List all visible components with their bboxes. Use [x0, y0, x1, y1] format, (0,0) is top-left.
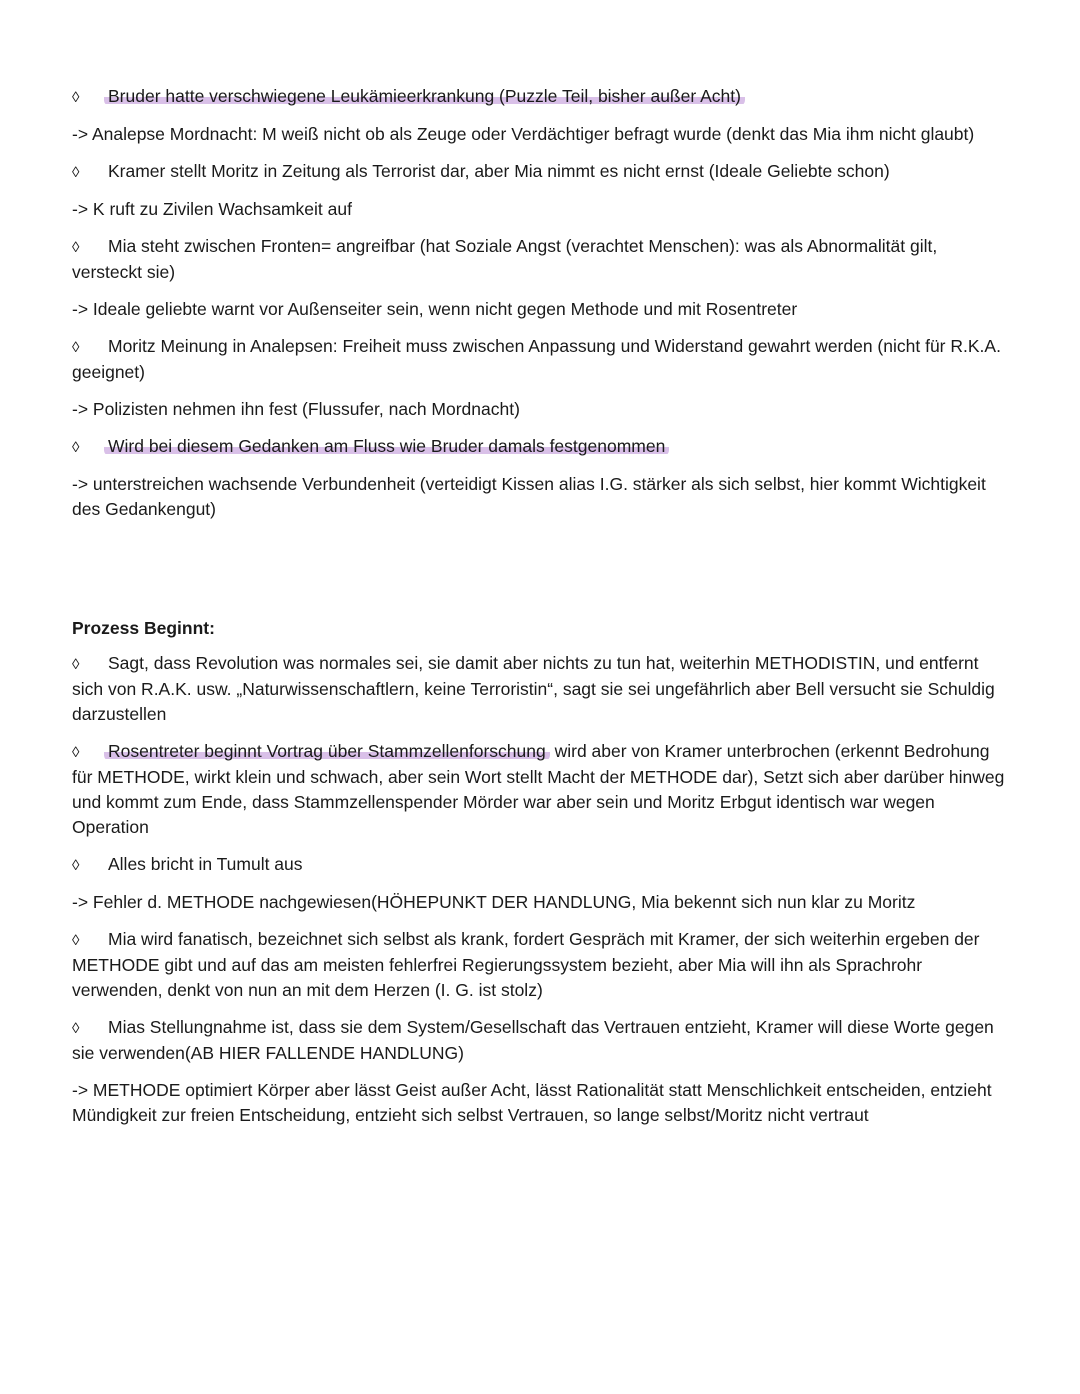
diamond-bullet-icon: ◊ [72, 164, 80, 181]
arrow-note-text: -> unterstreichen wachsende Verbundenheit (verteidigt Kissen alias I.G. stärker als sich selbst, hier kommt Wichtigkeit des Gedankengut) [72, 474, 986, 519]
arrow-note-line [72, 397, 1012, 422]
bullet-note-line [72, 739, 1012, 840]
diamond-bullet-icon: ◊ [72, 1020, 80, 1037]
bullet-note-line [72, 159, 1012, 185]
arrow-note-line [72, 472, 1012, 522]
diamond-bullet-icon: ◊ [72, 239, 80, 256]
bullet-note-line [72, 1015, 1012, 1066]
diamond-bullet-icon: ◊ [72, 932, 80, 949]
arrow-note-text: -> METHODE optimiert Körper aber lässt Geist außer Acht, lässt Rationalität statt Menschlichkeit entscheiden, entzieht Mündigkeit zur freien Entscheidung, entzieht sich selbst Vertrauen, so lange selbst/Moritz nicht vertraut [72, 1080, 992, 1125]
arrow-note-line [72, 297, 1012, 322]
highlighted-text: Rosentreter beginnt Vortrag über Stammzellenforschung [104, 741, 550, 761]
notes-section-1 [72, 84, 1012, 522]
bullet-text: Moritz Meinung in Analepsen: Freiheit muss zwischen Anpassung und Widerstand gewahrt werden (nicht für R.K.A. geeignet) [72, 336, 1001, 382]
bullet-text: Alles bricht in Tumult aus [108, 854, 303, 874]
arrow-note-text: -> Fehler d. METHODE nachgewiesen(HÖHEPUNKT DER HANDLUNG, Mia bekennt sich nun klar zu Moritz [72, 892, 916, 912]
arrow-note-text: -> Ideale geliebte warnt vor Außenseiter sein, wenn nicht gegen Methode und mit Rosentreter [72, 299, 798, 319]
arrow-note-line [72, 197, 1012, 222]
arrow-note-line [72, 1078, 1012, 1128]
bullet-note-line [72, 852, 1012, 878]
arrow-note-line [72, 890, 1012, 915]
arrow-note-text: -> K ruft zu Zivilen Wachsamkeit auf [72, 199, 352, 219]
bullet-text: Kramer stellt Moritz in Zeitung als Terrorist dar, aber Mia nimmt es nicht ernst (Ideale Geliebte schon) [108, 161, 890, 181]
diamond-bullet-icon: ◊ [72, 89, 80, 106]
arrow-note-line [72, 122, 1012, 147]
bullet-note-line [72, 927, 1012, 1003]
diamond-bullet-icon: ◊ [72, 339, 80, 356]
diamond-bullet-icon: ◊ [72, 656, 80, 673]
arrow-note-text: -> Analepse Mordnacht: M weiß nicht ob als Zeuge oder Verdächtiger befragt wurde (denkt das Mia ihm nicht glaubt) [72, 124, 975, 144]
notes-section-2 [72, 651, 1012, 1128]
bullet-text: Sagt, dass Revolution was normales sei, sie damit aber nichts zu tun hat, weiterhin METHODISTIN, und entfernt sich von R.A.K. usw. „Naturwissenschaftlern, keine Terroristin“, sagt sie sei ungefährlich aber Bell versucht sie Schuldig darzustellen [72, 653, 995, 724]
diamond-bullet-icon: ◊ [72, 439, 80, 456]
highlighted-text: Wird bei diesem Gedanken am Fluss wie Bruder damals festgenommen [104, 436, 669, 456]
bullet-note-line [72, 334, 1012, 385]
document-page [72, 84, 1012, 1140]
arrow-note-text: -> Polizisten nehmen ihn fest (Flussufer, nach Mordnacht) [72, 399, 520, 419]
diamond-bullet-icon: ◊ [72, 857, 80, 874]
highlighted-text: Bruder hatte verschwiegene Leukämieerkrankung (Puzzle Teil, bisher außer Acht) [104, 86, 745, 106]
bullet-note-line [72, 651, 1012, 727]
bullet-text: Mia steht zwischen Fronten= angreifbar (hat Soziale Angst (verachtet Menschen): was als Abnormalität gilt, versteckt sie) [72, 236, 938, 282]
bullet-note-line [72, 84, 1012, 110]
bullet-text: Mias Stellungnahme ist, dass sie dem System/Gesellschaft das Vertrauen entzieht, Kramer will diese Worte gegen sie verwenden(AB HIER FALLENDE HANDLUNG) [72, 1017, 994, 1063]
diamond-bullet-icon: ◊ [72, 744, 80, 761]
bullet-note-line [72, 434, 1012, 460]
bullet-note-line [72, 234, 1012, 285]
section-heading: Prozess Beginnt: [72, 618, 215, 638]
bullet-text: wird aber von Kramer unterbrochen (erkennt Bedrohung für METHODE, wirkt klein und schwach, aber sein Wort stellt Macht der METHODE dar), Setzt sich aber darüber hinweg und kommt zum Ende, dass Stammzellenspender Mörder war aber sein und Moritz Erbgut identisch war wegen Operation [72, 741, 1005, 837]
bullet-text: Mia wird fanatisch, bezeichnet sich selbst als krank, fordert Gespräch mit Kramer, der sich weiterhin ergeben der METHODE gibt und auf das am meisten fehlerfrei Regierungssystem bezieht, aber Mia will ihn als Sprachrohr verwenden, denkt von nun an mit dem Herzen (I. G. ist stolz) [72, 929, 980, 1000]
